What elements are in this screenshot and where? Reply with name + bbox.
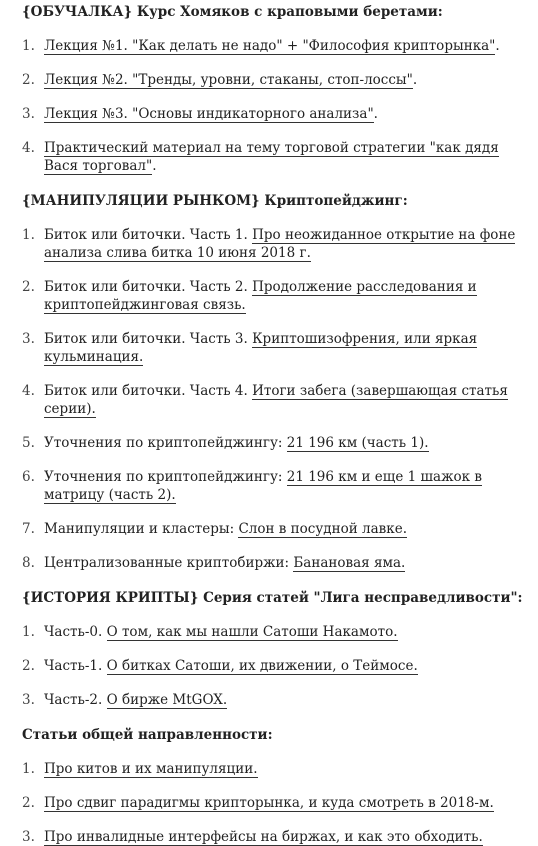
list-item: [22, 828, 528, 846]
article-link[interactable]: О том, как мы нашли Сатоши Накамото.: [106, 624, 398, 640]
list-item: [22, 520, 528, 538]
list-item: [22, 657, 528, 675]
item-prefix: Биток или биточки. Часть 3.: [44, 331, 253, 347]
item-prefix: Манипуляции и кластеры:: [44, 521, 239, 537]
list-item: [22, 434, 528, 452]
section-heading: {МАНИПУЛЯЦИИ РЫНКОМ} Криптопейджинг:: [22, 193, 408, 209]
article-link[interactable]: Лекция №1. "Как делать не надо" + "Философия крипторынка": [44, 38, 496, 54]
article-link[interactable]: Про китов и их манипуляции.: [44, 761, 258, 777]
item-number: 1.: [22, 38, 35, 54]
item-number: 7.: [22, 521, 35, 537]
item-suffix: .: [152, 158, 157, 174]
item-prefix: Биток или биточки. Часть 4.: [44, 383, 253, 399]
list-item: [22, 71, 528, 89]
list-item: [22, 554, 528, 572]
item-number: 2.: [22, 658, 35, 674]
list-item: [22, 226, 528, 262]
section-general-articles: [22, 727, 528, 846]
item-prefix: Уточнения по криптопейджингу:: [44, 469, 287, 485]
item-number: 1.: [22, 624, 35, 640]
article-link[interactable]: Про неожиданное открытие на фоне анализа слива битка 10 июня 2018 г.: [44, 227, 516, 261]
article-list: [22, 226, 528, 572]
item-number: 3.: [22, 829, 35, 845]
article-link[interactable]: Слон в посудной лавке.: [238, 521, 407, 537]
item-prefix: Часть-0.: [44, 624, 107, 640]
article-link[interactable]: Криптошизофрения, или яркая кульминация.: [44, 331, 478, 365]
item-number: 2.: [22, 279, 35, 295]
list-item: [22, 139, 528, 175]
article-link[interactable]: 21 196 км и еще 1 шажок в матрицу (часть 2).: [44, 469, 482, 503]
item-number: 3.: [22, 692, 35, 708]
article-list: [22, 623, 528, 709]
item-suffix: .: [495, 38, 500, 54]
item-number: 4.: [22, 383, 35, 399]
section-heading: {ОБУЧАЛКА} Курс Хомяков с краповыми беретами:: [22, 4, 443, 20]
list-item: [22, 468, 528, 504]
item-suffix: .: [373, 106, 378, 122]
item-number: 1.: [22, 227, 35, 243]
section-training: [22, 4, 528, 175]
section-crypto-history: [22, 590, 528, 709]
list-item: [22, 37, 528, 55]
article-link[interactable]: Лекция №2. "Тренды, уровни, стаканы, стоп-лоссы": [44, 72, 413, 88]
item-number: 2.: [22, 795, 35, 811]
article-link[interactable]: Про инвалидные интерфейсы на биржах, и как это обходить.: [44, 829, 483, 845]
article-link[interactable]: Лекция №3. "Основы индикаторного анализа": [44, 106, 374, 122]
list-item: [22, 794, 528, 812]
list-item: [22, 278, 528, 314]
item-number: 1.: [22, 761, 35, 777]
article-link[interactable]: Банановая яма.: [293, 555, 406, 571]
article-link[interactable]: Продолжение расследования и криптопейджинговая связь.: [44, 279, 477, 313]
item-number: 4.: [22, 140, 35, 156]
item-prefix: Централизованные криптобиржи:: [44, 555, 294, 571]
list-item: [22, 691, 528, 709]
list-item: [22, 623, 528, 641]
item-number: 6.: [22, 469, 35, 485]
article-link[interactable]: 21 196 км (часть 1).: [286, 435, 429, 451]
item-suffix: .: [412, 72, 418, 88]
item-prefix: Уточнения по криптопейджингу:: [44, 435, 287, 451]
item-number: 3.: [22, 106, 35, 122]
article-link[interactable]: О бирже MtGOX.: [106, 692, 228, 708]
item-prefix: Часть-1.: [44, 658, 107, 674]
list-item: [22, 760, 528, 778]
list-item: [22, 382, 528, 418]
article-link[interactable]: О битках Сатоши, их движении, о Теймосе.: [106, 658, 418, 674]
section-manipulation: [22, 193, 528, 572]
item-number: 3.: [22, 331, 35, 347]
article-list: [22, 37, 528, 175]
list-item: [22, 330, 528, 366]
section-heading: Статьи общей направленности:: [22, 727, 273, 743]
item-number: 2.: [22, 72, 35, 88]
article-link[interactable]: Про сдвиг парадигмы крипторынка, и куда смотреть в 2018-м.: [44, 795, 494, 811]
list-item: [22, 105, 528, 123]
item-number: 8.: [22, 555, 35, 571]
item-prefix: Часть-2.: [44, 692, 107, 708]
article-list: [22, 760, 528, 846]
item-prefix: Биток или биточки. Часть 1.: [44, 227, 253, 243]
article-link[interactable]: Итоги забега (завершающая статья серии).: [44, 383, 508, 417]
article-link[interactable]: Практический материал на тему торговой стратегии "как дядя Вася торговал": [44, 140, 499, 174]
section-heading: {ИСТОРИЯ КРИПТЫ} Серия статей "Лига несправедливости":: [22, 590, 523, 606]
item-number: 5.: [22, 435, 35, 451]
item-prefix: Биток или биточки. Часть 2.: [44, 279, 253, 295]
